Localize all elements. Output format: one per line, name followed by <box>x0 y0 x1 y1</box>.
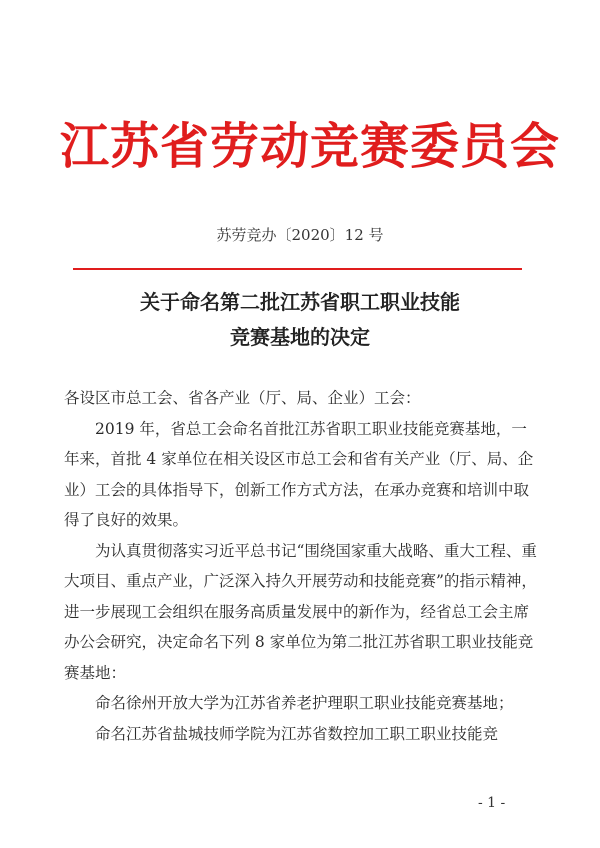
issuer-title: 江苏省劳动竞赛委员会 <box>60 117 561 175</box>
page-number: - 1 - <box>478 795 506 811</box>
document-number: 苏劳竞办〔2020〕12 号 <box>216 226 384 244</box>
salutation: 各设区市总工会、省各产业（厅、局、企业）工会： <box>64 389 421 407</box>
decision-title <box>80 285 520 355</box>
body-paragraph: 命名徐州开放大学为江苏省养老护理职工职业技能竞赛基地； <box>95 694 514 712</box>
body-paragraph: 为认真贯彻落实习近平总书记“围绕国家重大战略、重大工程、重大项目、重点产业，广泛深入持久开展劳动和技能竞赛”的指示精神，进一步展现工会组织在服务高质量发展中的新作为，经省总工会主席办公会研究，决定命名下列 8 家单位为第二批江苏省职工职业技能竞赛基地： <box>64 541 537 682</box>
red-divider <box>73 268 522 270</box>
decision-title-line-2: 竞赛基地的决定 <box>230 325 370 349</box>
document-body <box>64 383 538 749</box>
body-paragraph: 命名江苏省盐城技师学院为江苏省数控加工职工职业技能竞 <box>95 724 499 743</box>
decision-title-line-1: 关于命名第二批江苏省职工职业技能 <box>140 290 460 314</box>
body-paragraph: 2019 年，省总工会命名首批江苏省职工职业技能竞赛基地，一年来，首批 4 家单位在相关设区市总工会和省有关产业（厅、局、企业）工会的具体指导下，创新工作方式方法，在承办竞赛和培训中取得了良好的效果。 <box>64 419 534 529</box>
